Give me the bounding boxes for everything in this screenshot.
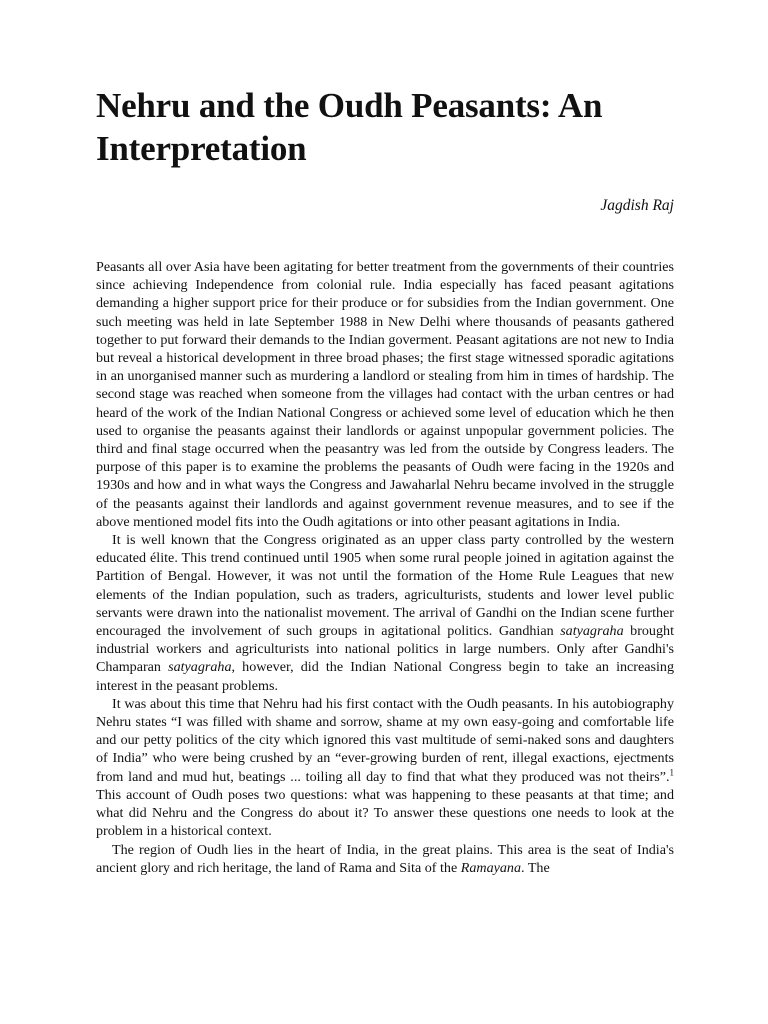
paragraph-1 [96, 258, 674, 531]
paragraph-2-italic-satyagraha-1: satyagraha [560, 623, 624, 640]
paragraph-3-text-a: It was about this time that Nehru had his first contact with the Oudh peasants. In his autobiography Nehru states “I was filled with shame and sorrow, shame at my own easy-going and comfortable life and our petty politics of the city which ignored this vast multitude of semi-naked sons and daughters of India” who were being crushed by an “ever-growing burden of rent, illegal exactions, ejectments from land and mud hut, beatings ... toiling all day to find that what they produced was not theirs”. [96, 695, 674, 785]
paragraph-2-text-a: It is well known that the Congress originated as an upper class party controlled by the western educated élite. This trend continued until 1905 when some rural people joined in agitation against the Partition of Bengal. However, it was not until the formation of the Home Rule Leagues that new elements of the Indian population, such as traders, agriculturists, students and lower level public servants were drawn into the nationalist movement. The arrival of Gandhi on the Indian scene further encouraged the involvement of such groups in agitational politics. Gandhian [96, 532, 674, 640]
paragraph-3 [96, 695, 674, 841]
footnote-marker: 1 [669, 767, 674, 777]
paragraph-3-text-b: This account of Oudh poses two questions: what was happening to these peasants at that time; and what did Nehru and the Congress do about it? To answer these questions one needs to look at the problem in a historical context. [96, 786, 674, 840]
article-title: Nehru and the Oudh Peasants: An Interpretation [96, 86, 603, 168]
paragraph-2-text-b: brought industrial workers and agriculturists into national politics in large numbers. Only after Gandhi's Champaran [96, 623, 674, 676]
article-page [96, 84, 674, 876]
paragraph-2-italic-satyagraha-2: satyagraha [168, 659, 232, 676]
article-body [96, 258, 674, 877]
paragraph-2-text-c: , however, did the Indian National Congress begin to take an increasing interest in the peasant problems. [96, 659, 674, 694]
paragraph-4-text-a: The region of Oudh lies in the heart of India, in the great plains. This area is the seat of India's ancient glory and rich heritage, the land of Rama and Sita of the [96, 841, 674, 876]
article-author: Jagdish Raj [600, 197, 674, 214]
paragraph-4-text-b: . The [521, 859, 550, 876]
paragraph-1-text: Peasants all over Asia have been agitating for better treatment from the governments of their countries since achieving Independence from colonial rule. India especially has faced peasant agitations demanding a higher support price for their produce or for subsidies from the Indian government. One such meeting was held in late September 1988 in New Delhi where thousands of peasants gathered together to put forward their demands to the Indian goverment. Peasant agitations are not new to India but reveal a historical development in three broad phases; the first stage witnessed sporadic agitations in an unorganised manner such as murdering a landlord or stealing from him in times of hardship. The second stage was reached when someone from the villages had contact with the urban centres or had heard of the work of the Indian National Congress or achieved some level of education which he then used to organise the peasants against their landlords or against unpopular government policies. The third and final stage occurred when the peasantry was led from the outside by Congress leaders. The purpose of this paper is to examine the problems the peasants of Oudh were facing in the 1920s and 1930s and how and in what ways the Congress and Jawaharlal Nehru became involved in the struggle of the peasants against their landlords and against government revenue measures, and to see if the above mentioned model fits into the Oudh agitations or into other peasant agitations in India. [96, 259, 674, 530]
paragraph-4 [96, 841, 674, 877]
paragraph-2 [96, 531, 674, 695]
paragraph-4-italic-ramayana: Ramayana [460, 859, 522, 876]
